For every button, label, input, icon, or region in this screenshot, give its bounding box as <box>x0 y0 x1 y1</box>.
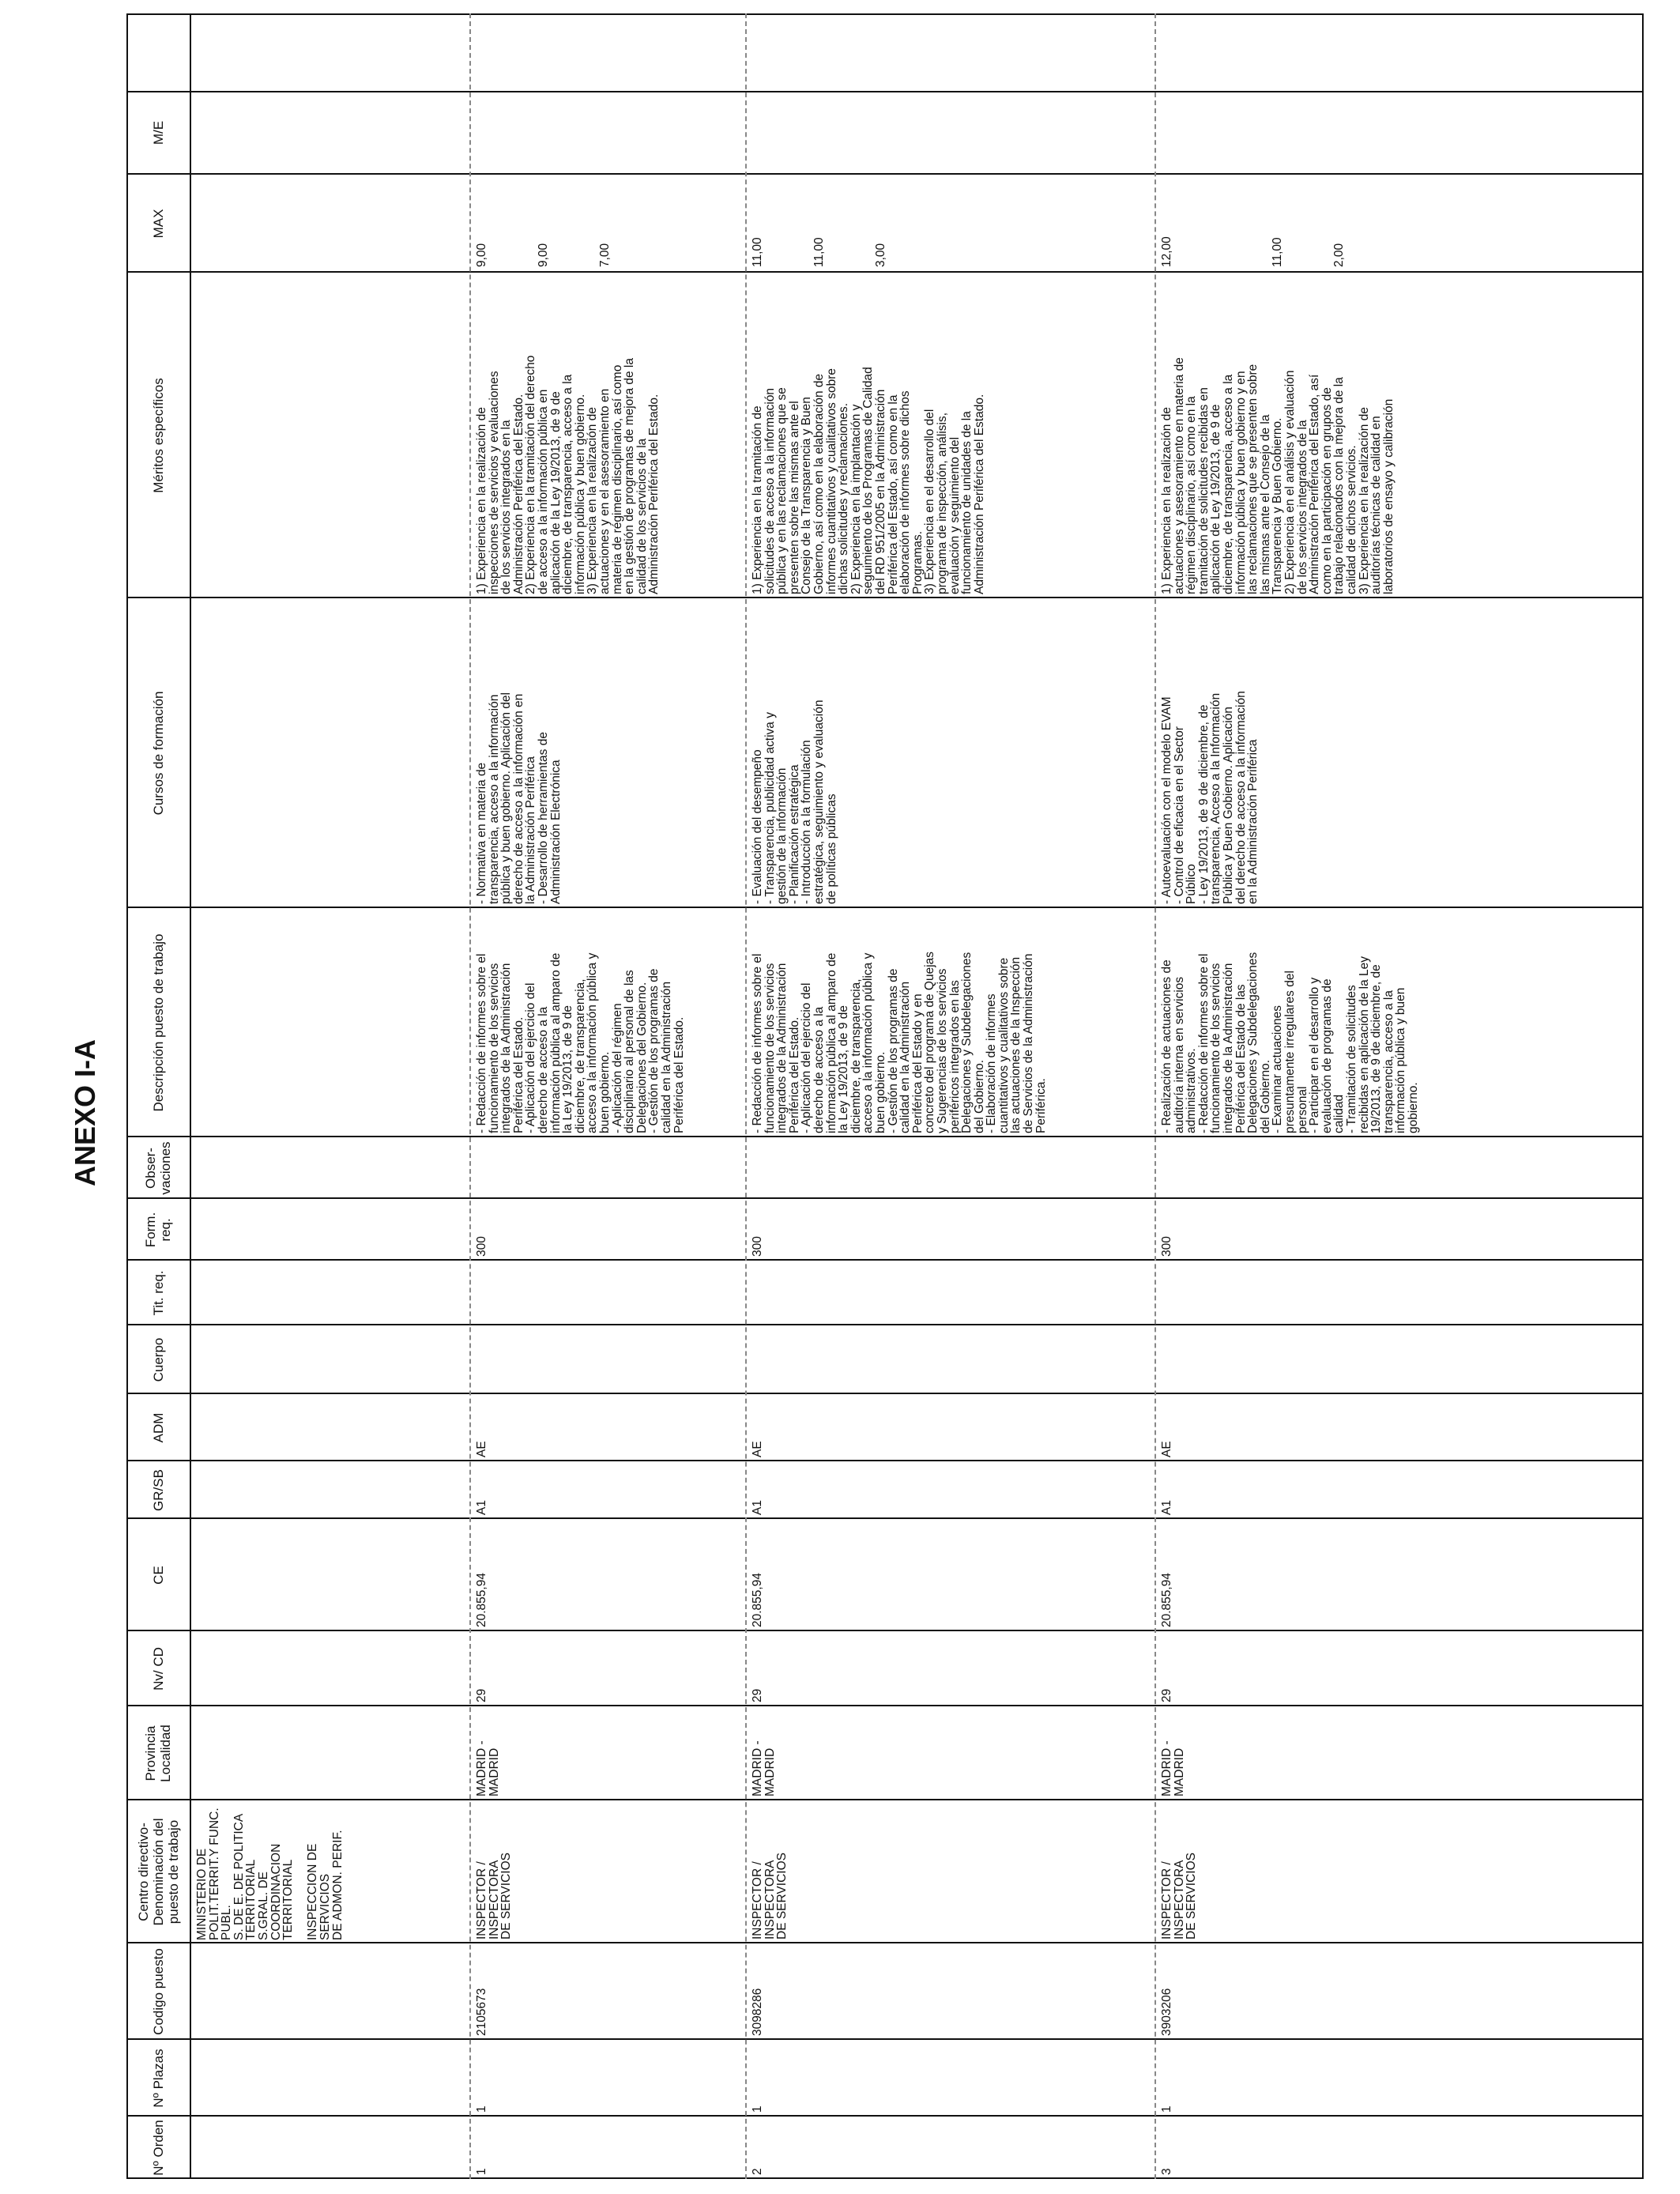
row-3-col-grsb: A1 <box>1160 1500 1173 1515</box>
header-col-centro: Centro directivo- Denominación del puesto de trabajo <box>135 1818 181 1926</box>
row-1-col-ce: 20.855,94 <box>475 1573 488 1627</box>
row-2-col-adm: AE <box>751 1441 764 1457</box>
row-3-col-plazas: 1 <box>1160 2105 1173 2113</box>
column-rule <box>126 597 1644 598</box>
row-1-col-descripcion: - Redacción de informes sobre el funcionamiento de los servicios integrados de la Administración Periférica del Estado. - Aplicación del ejercicio del derecho de acceso a la información pública al amparo de la Ley 19/2013, de 9 de diciembre, de transparencia, acceso a la información pública y buen gobierno. - Aplicación del régimen disciplinario al personal de las Delegaciones del Gobierno. - Gestión de los programas de calidad en la Administración Periférica del Estado. <box>475 952 686 1133</box>
column-rule <box>126 1136 1644 1137</box>
row-3-max-3: 2,00 <box>1332 243 1347 267</box>
header-col-cuerpo: Cuerpo <box>150 1337 166 1382</box>
header-bottom-rule <box>190 13 191 2179</box>
row-2-col-obs <box>750 1138 1151 1197</box>
row-3-col-orden: 3 <box>1160 2168 1173 2175</box>
row-2-col-nivel: 29 <box>751 1688 764 1702</box>
column-rule <box>126 1799 1644 1800</box>
row-2-max-1: 11,00 <box>751 237 764 267</box>
row-2-col-ce: 20.855,94 <box>751 1573 764 1627</box>
column-rule <box>126 2177 1644 2179</box>
row-2-col-descripcion: - Redacción de informes sobre el funcionamiento de los servicios integrados de la Administración Periférica del Estado. - Aplicación del ejercicio del derecho de acceso a la información pública al amparo de la Ley 19/2013, de 9 de diciembre, de transparencia, acceso a la información pública y buen gobierno. - Gestión de los programas de calidad en la Administración Periférica del Estado y en concreto del programa de Quejas y Sugerencias de los servicios periféricos integrados en las Delegaciones y Subdelegaciones del Gobierno. - Elaboración de informes cuantitativos y cualitativos sobre las actuaciones de la Inspección de Servicios de la Administración Periférica. <box>751 951 1048 1133</box>
header-col-grsb: GR/SB <box>150 1469 166 1511</box>
row-separator <box>745 13 747 2179</box>
annex-table <box>126 13 1644 2179</box>
header-col-tit: Tit. req. <box>150 1270 166 1316</box>
row-1-col-nivel: 29 <box>475 1688 488 1702</box>
page-title: ANEXO I-A <box>69 1039 102 1187</box>
header-col-ce: CE <box>150 1566 166 1585</box>
header-col-me: M/E <box>150 120 166 145</box>
column-rule <box>126 907 1644 908</box>
row-2-col-form: 300 <box>751 1236 764 1257</box>
column-rule <box>126 1197 1644 1199</box>
column-rule <box>126 1259 1644 1261</box>
row-2-col-codigo: 3098286 <box>751 1988 764 2036</box>
row-1-max-1: 9,00 <box>475 243 488 267</box>
column-rule <box>126 271 1644 273</box>
header-col-provincia: Provincia Localidad <box>143 1725 173 1782</box>
header-col-obs: Obser- vaciones <box>143 1141 173 1195</box>
row-2-col-plazas: 1 <box>751 2105 764 2113</box>
row-2-col-tit <box>750 1261 1151 1324</box>
row-1-col-tit <box>474 1261 742 1324</box>
row-1-col-orden: 1 <box>475 2168 488 2175</box>
row-separator <box>1155 13 1156 2179</box>
column-rule <box>126 173 1644 175</box>
row-3-col-cuerpo <box>1159 1326 1640 1393</box>
column-rule <box>126 13 1644 15</box>
row-1-col-grsb: A1 <box>475 1500 488 1515</box>
row-2-col-meritos: 1) Experiencia en la tramitación de solicitudes de acceso a la información pública y en las reclamaciones que se presenten sobre las mismas ante el Consejo de la Transparencia y Buen Gobierno, así como en la elaboración de informes cuantitativos y cualitativos sobre dichas solicitudes y reclamaciones. 2) Experiencia en la implantación y seguimiento de los Programas de Calidad del RD 951/2005 en la Administración Periférica del Estado, así como en la elaboración de informes sobre dichos Programas. 3) Experiencia en el desarrollo del programa de inspección, análisis, evaluación y seguimiento del funcionamiento de unidades de la Administración Periférica del Estado. <box>751 367 986 594</box>
column-rule <box>126 1460 1644 1461</box>
header-col-orden: Nº Orden <box>150 2120 166 2176</box>
header-col-meritos: Méritos específicos <box>150 378 166 493</box>
row-1-col-form: 300 <box>475 1236 488 1257</box>
row-1-col-provincia: MADRID - MADRID <box>475 1740 501 1796</box>
row-3-col-ce: 20.855,94 <box>1160 1573 1173 1627</box>
row-3-col-cursos: - Autoevaluación con el modelo EVAM - Control de eficacia en el Sector Público - Ley 19/2013, de 9 de diciembre, de transparencia, Acceso a la Información Pública y Buen Gobierno. Aplicación del derecho de acceso a la información en la Administración Periférica <box>1160 691 1260 904</box>
header-col-cursos: Cursos de formación <box>150 691 166 816</box>
row-2-col-cuerpo <box>750 1326 1151 1393</box>
column-rule <box>126 1705 1644 1706</box>
group-centro-directivo: MINISTERIO DE POLIT.TERRIT.Y FUNC. PUBL. S. DE E. DE POLITICA TERRITORIAL S.GRAL. DE COORDINACION TERRITORIAL INSPECCION DE SERVICIOS DE ADMON. PERIF. <box>195 1808 345 1940</box>
header-col-adm: ADM <box>150 1412 166 1443</box>
row-1-max-2: 9,00 <box>537 243 550 267</box>
row-1-col-plazas: 1 <box>475 2105 488 2113</box>
header-col-plazas: Nº Plazas <box>150 2049 166 2108</box>
row-3-col-obs <box>1159 1138 1640 1197</box>
row-1-col-cuerpo <box>474 1326 742 1393</box>
row-separator <box>469 13 471 2179</box>
row-3-max-2: 11,00 <box>1271 237 1285 267</box>
row-2-col-orden: 2 <box>751 2168 764 2175</box>
row-3-max-1: 12,00 <box>1160 236 1173 267</box>
column-rule <box>126 1393 1644 1394</box>
header-col-max: MAX <box>150 209 166 239</box>
row-3-col-codigo: 3903206 <box>1160 1988 1173 2036</box>
column-rule <box>126 1517 1644 1519</box>
column-rule <box>126 2038 1644 2040</box>
column-rule <box>126 2115 1644 2117</box>
row-2-max-2: 11,00 <box>812 237 826 267</box>
table-bottom-rule <box>1642 13 1644 2179</box>
row-2-col-provincia: MADRID - MADRID <box>751 1740 777 1796</box>
table-grid <box>126 13 1644 2179</box>
row-3-col-form: 300 <box>1160 1236 1173 1257</box>
row-1-col-cursos: - Normativa en materia de transparencia, acceso a la información pública y buen gobierno. Aplicación del derecho de acceso a la información en la Administración Periférica - Desarrollo de herramientas de Administración Electrónica <box>475 692 563 904</box>
row-1-col-codigo: 2105673 <box>475 1988 488 2036</box>
column-rule <box>126 91 1644 92</box>
header-col-descripcion: Descripción puesto de trabajo <box>150 933 166 1112</box>
column-rule <box>126 1630 1644 1631</box>
row-1-col-adm: AE <box>475 1441 488 1457</box>
row-1-col-centro: INSPECTOR / INSPECTORA DE SERVICIOS <box>475 1853 514 1940</box>
row-2-col-cursos: - Evaluación del desempeño - Transparencia, publicidad activa y gestión de la información - Planificación estratégica - Introducción a la formulación estratégica, seguimiento y evaluación de políticas públicas <box>751 699 838 904</box>
header-col-codigo: Codigo puesto <box>150 1948 166 2035</box>
row-3-col-tit <box>1159 1261 1640 1324</box>
row-1-col-obs <box>474 1138 742 1197</box>
row-3-col-provincia: MADRID - MADRID <box>1160 1740 1186 1796</box>
column-rule <box>126 1324 1644 1325</box>
row-2-max-3: 3,00 <box>874 243 887 267</box>
row-1-col-meritos: 1) Experiencia en la realización de inspecciones de servicios y evaluaciones de los servicios integrados en la Administración Periférica del Estado. 2) Experiencia en la tramitación del derecho de acceso a la información pública en aplicación de la Ley 19/2013, de 9 de diciembre, de transparencia, acceso a la información pública y buen gobierno. 3) Experiencia en la realización de actuaciones y en el asesoramiento en materia de régimen disciplinario, así como en la gestión de programas de mejora de la calidad de los servicios de la Administración Periférica del Estado. <box>475 355 661 594</box>
row-3-col-meritos: 1) Experiencia en la realización de actuaciones y asesoramiento en materia de régimen disciplinario, así como en la tramitación de solicitudes recibidas en aplicación de Ley 19/2013, de 9 de diciembre, de transparencia, acceso a la información pública y buen gobierno y en las reclamaciones que se presenten sobre las mismas ante el Consejo de la Transparencia y Buen Gobierno. 2) Experiencia en el análisis y evaluación de los servicios integrados de la Administración Periférica del Estado, así como en la participación en grupos de trabajo relacionados con la mejora de la calidad de dichos servicios. 3) Experiencia en la realización de auditorías técnicas de calidad en laboratorios de ensayo y calibración <box>1160 357 1396 594</box>
header-col-nivel: Nv/ CD <box>150 1647 166 1691</box>
row-3-col-centro: INSPECTOR / INSPECTORA DE SERVICIOS <box>1160 1853 1199 1940</box>
header-col-form: Form. req. <box>143 1212 173 1248</box>
row-3-col-adm: AE <box>1160 1441 1173 1457</box>
row-2-col-grsb: A1 <box>751 1500 764 1515</box>
row-1-max-3: 7,00 <box>598 243 612 267</box>
row-2-col-centro: INSPECTOR / INSPECTORA DE SERVICIOS <box>751 1853 789 1940</box>
row-3-col-descripcion: - Realización de actuaciones de auditoría interna en servicios administrativos. - Redacción de informes sobre el funcionamiento de los servicios integrados de la Administración Periférica del Estado de las Delegaciones y Subdelegaciones del Gobierno. - Examinar actuaciones presuntamente irregulares del personal - Participar en el desarrollo y evaluación de programas de calidad - Tramitación de solicitudes recibidas en aplicación de la Ley 19/2013, de 9 de diciembre, de transparencia, acceso a la información pública y buen gobierno. <box>1160 952 1420 1133</box>
row-3-col-nivel: 29 <box>1160 1688 1173 1702</box>
